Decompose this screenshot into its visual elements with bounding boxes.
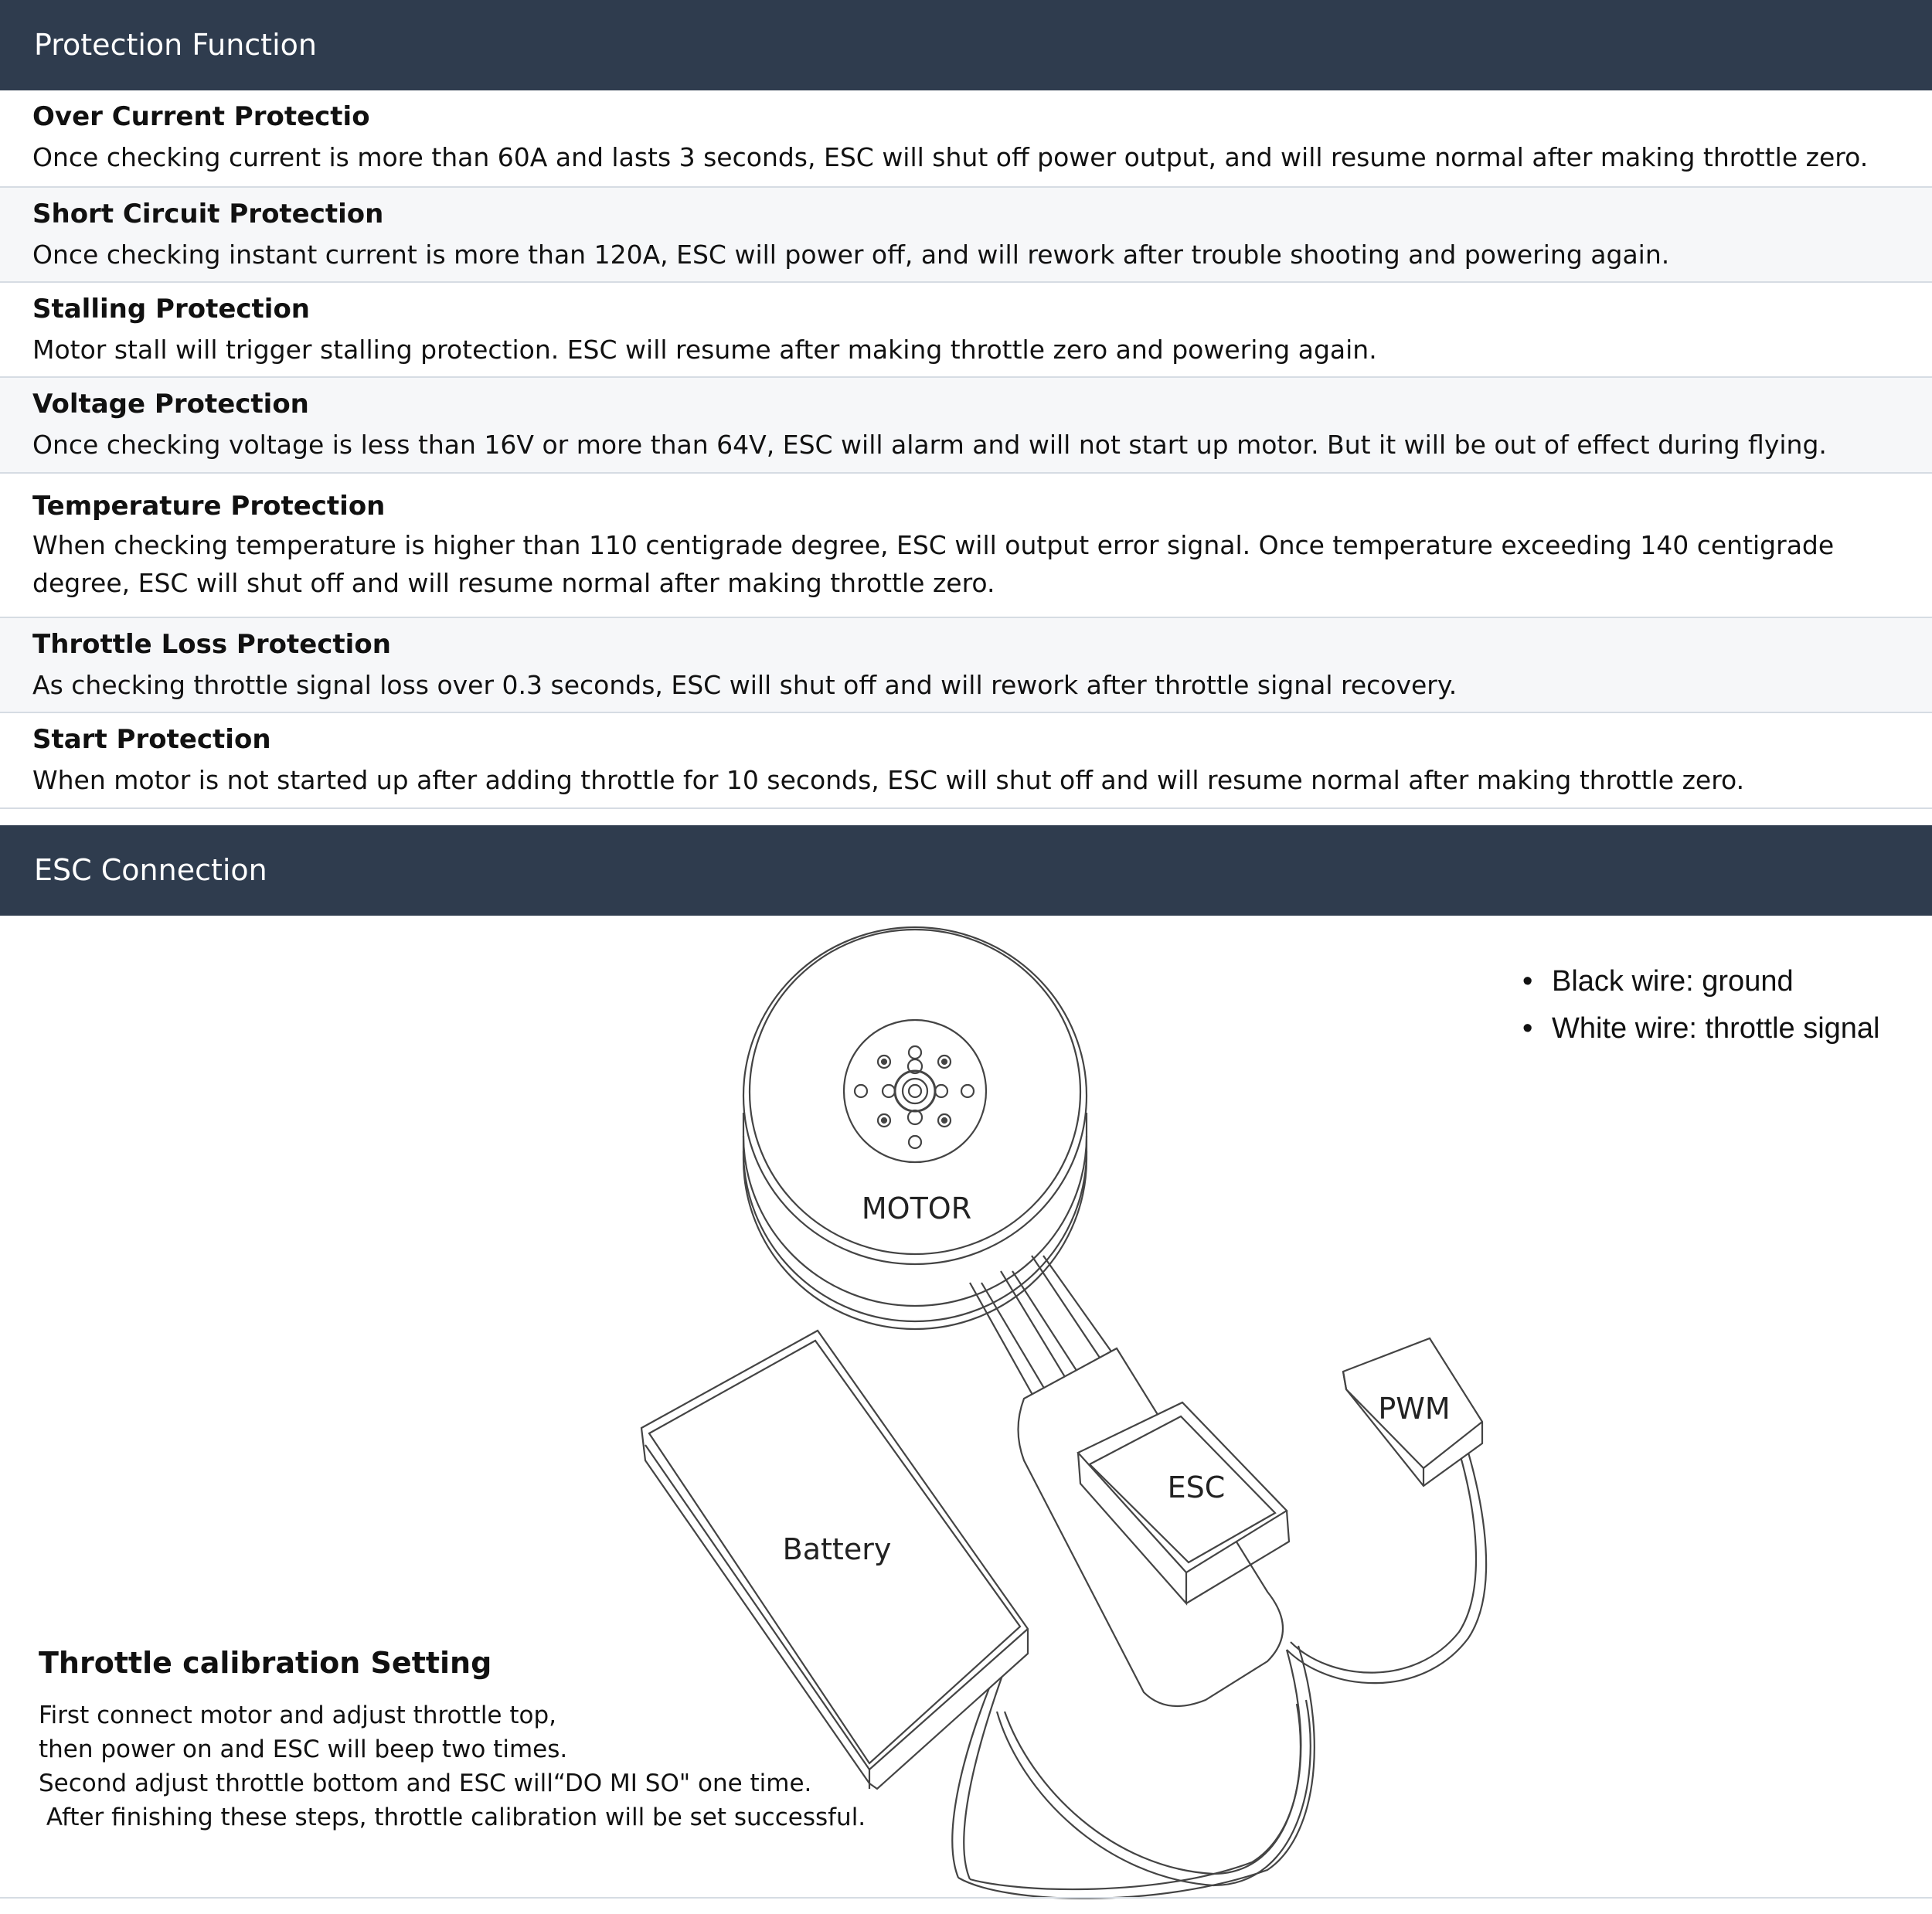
protection-title: Temperature Protection [32, 491, 386, 522]
protection-function-header [0, 0, 1932, 90]
esc-body [1019, 1348, 1290, 1706]
protection-row-over-current [0, 90, 1932, 188]
protection-desc: When motor is not started up after adding throttle for 10 seconds, ESC will shut off and will resume normal after making throttle zero. [32, 765, 1745, 795]
protection-title: Throttle Loss Protection [32, 629, 391, 660]
wire-legend [1522, 958, 1880, 1052]
motor [743, 927, 1087, 1329]
protection-desc: When checking temperature is higher than 110 centigrade degree, ESC will output error signal. Once temperature exceeding 140 centigrade degree, ESC will shut off and will resume normal after making throttle zero. [32, 530, 1835, 598]
protection-desc: Once checking voltage is less than 16V or more than 64V, ESC will alarm and will not start up motor. But it will be out of effect during flying. [32, 430, 1827, 460]
protection-title: Voltage Protection [32, 389, 309, 420]
protection-title: Short Circuit Protection [32, 199, 384, 229]
calibration-line: After finishing these steps, throttle calibration will be set successful. [39, 1804, 866, 1831]
throttle-calibration [39, 1646, 927, 1834]
legend-item-black-wire: • Black wire: ground [1522, 958, 1880, 1005]
protection-desc: As checking throttle signal loss over 0.3 seconds, ESC will shut off and will rework after throttle signal recovery. [32, 670, 1458, 700]
protection-row-short-circuit [0, 188, 1932, 283]
esc-connection-title: ESC Connection [34, 853, 267, 887]
protection-desc: Once checking instant current is more than 120A, ESC will power off, and will rework after trouble shooting and powering again. [32, 240, 1670, 270]
battery-wires [952, 1646, 1314, 1899]
protection-title: Over Current Protectio [32, 101, 370, 132]
protection-title: Start Protection [32, 724, 271, 755]
motor-label: MOTOR [861, 1192, 972, 1226]
esc-label: ESC [1167, 1470, 1226, 1504]
pwm-label: PWM [1378, 1392, 1451, 1426]
battery-label: Battery [782, 1532, 892, 1566]
protection-row-voltage [0, 378, 1932, 474]
protection-row-throttle-loss [0, 618, 1932, 713]
esc-connection-header [0, 825, 1932, 916]
calibration-title: Throttle calibration Setting [39, 1646, 492, 1680]
calibration-line: then power on and ESC will beep two times. [39, 1736, 568, 1763]
protection-desc: Motor stall will trigger stalling protection. ESC will resume after making throttle zero and powering again. [32, 335, 1377, 365]
protection-row-temperature [0, 474, 1932, 618]
calibration-line: First connect motor and adjust throttle top, [39, 1702, 557, 1729]
protection-title: Stalling Protection [32, 294, 311, 325]
calibration-line: Second adjust throttle bottom and ESC will“DO MI SO" one time. [39, 1770, 812, 1797]
protection-desc: Once checking current is more than 60A and lasts 3 seconds, ESC will shut off power output, and will resume normal after making throttle zero. [32, 142, 1869, 172]
legend-item-white-wire: • White wire: throttle signal [1522, 1005, 1880, 1052]
bottom-divider [0, 1897, 1932, 1899]
protection-row-start [0, 713, 1932, 809]
protection-row-stalling [0, 283, 1932, 378]
protection-function-title: Protection Function [34, 28, 317, 62]
pwm-cable [1287, 1338, 1486, 1683]
